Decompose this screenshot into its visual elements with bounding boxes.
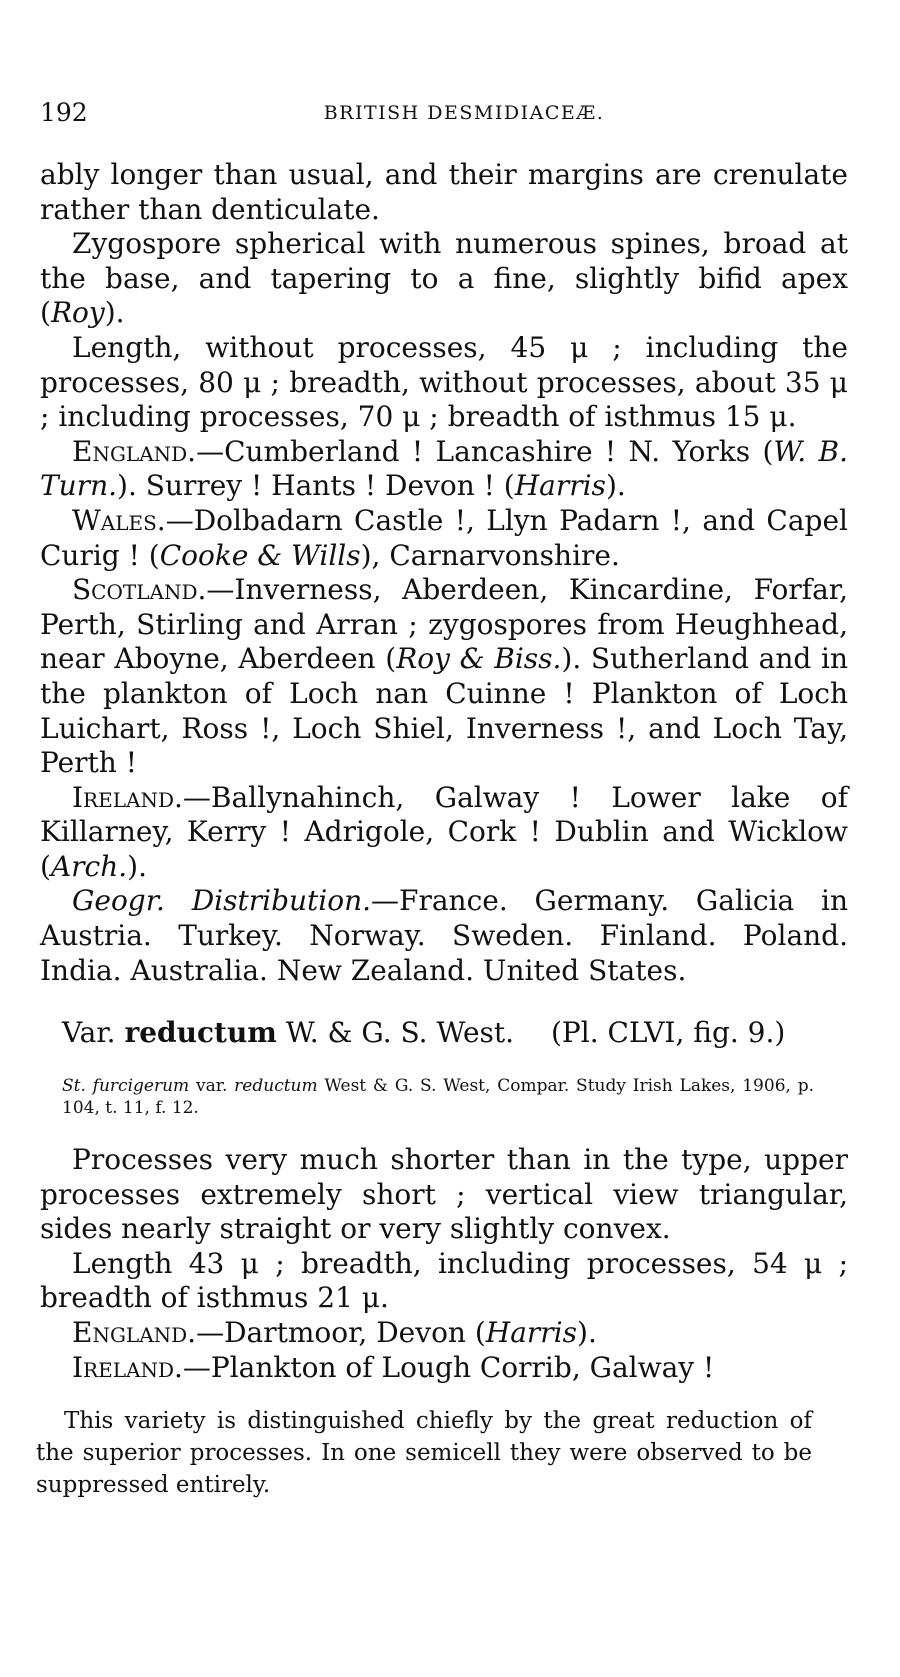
variety-text: [40, 1143, 848, 1385]
page-header: [40, 98, 848, 128]
locality-wales: Wales.—Dolbadarn Castle !, Llyn Padarn !, and Capel Curig ! (Cooke & Wills), Carnarvonshire.: [40, 503, 848, 572]
variety-dimensions: Length 43 μ ; breadth, including processes, 54 μ ; breadth of isthmus 21 μ.: [40, 1246, 848, 1315]
main-text: [40, 158, 848, 988]
variety-note: [36, 1405, 812, 1501]
paragraph-dimensions: Length, without processes, 45 μ ; including the processes, 80 μ ; breadth, without processes, about 35 μ ; including processes, 70 μ ; breadth of isthmus 15 μ.: [40, 330, 848, 434]
locality-england: England.—Cumberland ! Lancashire ! N. Yorks (W. B. Turn.). Surrey ! Hants ! Devon ! (Harris).: [40, 434, 848, 503]
locality-scotland: Scotland.—Inverness, Aberdeen, Kincardine, Forfar, Perth, Stirling and Arran ; zygospores from Heughhead, near Aboyne, Aberdeen (Roy & Biss.). Sutherland and in the plankton of Loch nan Cuinne ! Plankton of Loch Luichart, Ross !, Loch Shiel, Inverness !, and Loch Tay, Perth !: [40, 573, 849, 780]
variety-locality-england: England.—Dartmoor, Devon (Harris).: [72, 1315, 597, 1349]
note-text: This variety is distinguished chiefly by the great reduction of the superior processes. In one semicell they were observed to be suppressed entirely.: [36, 1408, 812, 1498]
paragraph-zygospore: Zygospore spherical with numerous spines, broad at the base, and tapering to a fine, slightly bifid apex (Roy).: [40, 227, 848, 330]
locality-ireland: Ireland.—Ballynahinch, Galway ! Lower lake of Killarney, Kerry ! Adrigole, Cork ! Dublin and Wicklow (Arch.).: [40, 780, 848, 883]
paragraph-continuation: ably longer than usual, and their margins are crenulate rather than denticulate.: [40, 158, 848, 226]
variety-locality-ireland: Ireland.—Plankton of Lough Corrib, Galway !: [72, 1350, 715, 1384]
geographic-distribution: Geogr. Distribution.—France. Germany. Galicia in Austria. Turkey. Norway. Sweden. Finland. Poland. India. Australia. New Zealand. United States.: [40, 884, 848, 987]
variety-heading: Var. reductum W. & G. S. West. (Pl. CLVI, fig. 9.): [62, 1016, 786, 1049]
variety-citation: St. furcigerum var. reductum West & G. S. West, Compar. Study Irish Lakes, 1906, p. 104, t. 11, f. 12.: [62, 1076, 815, 1118]
variety-description: Processes very much shorter than in the type, upper processes extremely short ; vertical view triangular, sides nearly straight or very slightly convex.: [40, 1143, 848, 1246]
page-number: 192: [40, 98, 88, 127]
running-head: BRITISH DESMIDIACEÆ.: [323, 102, 605, 124]
